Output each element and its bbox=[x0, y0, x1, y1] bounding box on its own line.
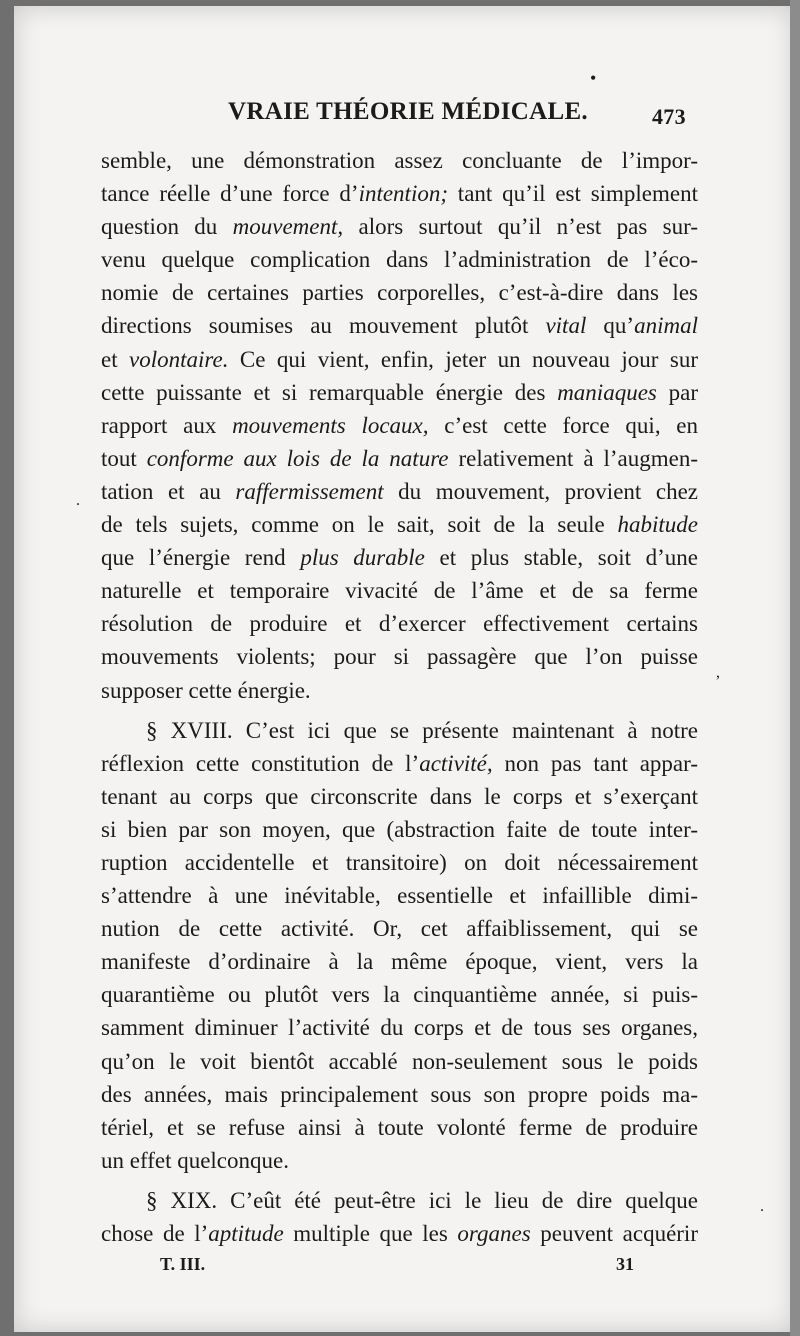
italic-run: habitude bbox=[617, 512, 698, 538]
paragraph bbox=[101, 714, 698, 1177]
text-run: nomie de certaines parties corporelles, c’est-à-dire dans les bbox=[101, 280, 698, 306]
text-run: et bbox=[101, 346, 130, 372]
paragraph bbox=[101, 144, 698, 707]
text-run: tance réelle d’une force d’ bbox=[101, 181, 359, 207]
text-run: alors surtout qu’il n’est pas sur- bbox=[343, 214, 698, 240]
text-line bbox=[101, 674, 698, 707]
text-line bbox=[101, 243, 698, 276]
text-run: tant qu’il est simplement bbox=[448, 181, 699, 207]
text-run: rapport aux bbox=[101, 412, 233, 438]
text-line bbox=[101, 475, 698, 508]
text-line bbox=[101, 879, 698, 912]
text-run: nution de cette activité. Or, cet affaiblissement, qui se bbox=[101, 916, 698, 942]
italic-run: mouvements locaux, bbox=[232, 412, 429, 438]
text-run: § XVIII. C’est ici que se présente maintenant à notre bbox=[146, 717, 698, 743]
text-line bbox=[101, 945, 698, 978]
text-line bbox=[101, 747, 698, 780]
text-run: qu’on le voit bientôt accablé non-seulement sous le poids bbox=[101, 1048, 698, 1074]
text-line bbox=[101, 1217, 698, 1250]
italic-run: intention; bbox=[358, 181, 448, 207]
text-run: si bien par son moyen, que (abstraction faite de toute inter- bbox=[101, 816, 698, 842]
text-run: tenant au corps que circonscrite dans le corps et s’exerçant bbox=[101, 783, 698, 809]
italic-run: conforme aux lois de la nature bbox=[146, 445, 449, 471]
text-run: ruption accidentelle et transitoire) on doit nécessairement bbox=[101, 849, 698, 875]
text-run: tout bbox=[101, 445, 147, 471]
text-run: multiple que les bbox=[283, 1221, 458, 1246]
text-run: par bbox=[656, 379, 698, 405]
text-line bbox=[101, 376, 698, 409]
text-line bbox=[101, 508, 698, 541]
text-run: peuvent acquérir bbox=[530, 1221, 698, 1246]
text-run: directions soumises au mouvement plutôt bbox=[101, 313, 546, 339]
page-number: 473 bbox=[652, 104, 686, 129]
text-line bbox=[101, 343, 698, 376]
text-line bbox=[101, 1111, 698, 1144]
text-line bbox=[101, 1011, 698, 1044]
italic-run: mouvement, bbox=[232, 214, 344, 240]
text-line bbox=[101, 276, 698, 309]
text-run: du mouvement, provient chez bbox=[383, 478, 698, 504]
text-line bbox=[101, 309, 698, 342]
text-run: résolution de produire et d’exercer effectivement certains bbox=[101, 611, 698, 637]
italic-run: activité, bbox=[419, 750, 493, 776]
text-line bbox=[101, 541, 698, 574]
text-run: tériel, et se refuse ainsi à toute volonté ferme de produire bbox=[101, 1114, 698, 1140]
text-run: qu’ bbox=[586, 313, 635, 339]
paragraph bbox=[101, 1184, 698, 1250]
text-line bbox=[101, 714, 698, 747]
text-line bbox=[101, 210, 698, 243]
italic-run: organes bbox=[457, 1221, 531, 1246]
text-line bbox=[101, 978, 698, 1011]
text-line bbox=[101, 177, 698, 210]
text-run: de tels sujets, comme on le sait, soit de la seule bbox=[101, 512, 618, 538]
text-run: supposer cette énergie. bbox=[101, 677, 311, 703]
text-run: c’est cette force qui, en bbox=[428, 412, 698, 438]
text-run: que l’énergie rend bbox=[101, 545, 301, 571]
text-line bbox=[101, 442, 698, 475]
text-line bbox=[101, 144, 698, 177]
italic-run: animal bbox=[634, 313, 698, 339]
text-run: mouvements violents; pour si passagère que l’on puisse bbox=[101, 644, 698, 670]
text-run: s’attendre à une inévitable, essentielle et infaillible dimi- bbox=[101, 883, 698, 909]
text-line bbox=[101, 1078, 698, 1111]
text-run: quarantième ou plutôt vers la cinquantième année, si puis- bbox=[101, 982, 698, 1008]
italic-run: aptitude bbox=[208, 1221, 284, 1246]
italic-run: plus durable bbox=[300, 545, 425, 571]
ink-speck: . bbox=[76, 492, 80, 509]
text-run: § XIX. C’eût été peut-être ici le lieu de dire quelque bbox=[146, 1187, 698, 1213]
text-line bbox=[101, 780, 698, 813]
text-line bbox=[101, 640, 698, 673]
text-line bbox=[101, 1144, 698, 1177]
volume-label: T. III. bbox=[160, 1254, 206, 1274]
italic-run: vital bbox=[545, 313, 587, 339]
running-title: VRAIE THÉORIE MÉDICALE. bbox=[228, 98, 588, 125]
signature-mark: 31 bbox=[616, 1254, 634, 1274]
text-run: réflexion cette constitution de l’ bbox=[101, 750, 420, 776]
text-run: relativement à l’augmen- bbox=[448, 445, 698, 471]
text-run: des années, mais principalement sous son propre poids ma- bbox=[101, 1081, 698, 1107]
italic-run: raffermissement bbox=[235, 478, 384, 504]
text-run: question du bbox=[101, 214, 233, 240]
italic-run: maniaques bbox=[557, 379, 657, 405]
text-line bbox=[101, 912, 698, 945]
text-line bbox=[101, 1184, 698, 1217]
page-edge-shadow bbox=[790, 0, 800, 1336]
text-line bbox=[101, 607, 698, 640]
text-run: tation et au bbox=[101, 478, 236, 504]
text-run: samment diminuer l’activité du corps et de tous ses organes, bbox=[101, 1015, 698, 1041]
text-run: manifeste d’ordinaire à la même époque, vient, vers la bbox=[101, 949, 698, 975]
text-run: naturelle et temporaire vivacité de l’âme et de sa ferme bbox=[101, 578, 698, 604]
italic-run: volontaire. bbox=[129, 346, 229, 372]
text-run: chose de l’ bbox=[101, 1221, 209, 1246]
body-text bbox=[101, 144, 698, 1250]
ink-speck: , bbox=[716, 664, 720, 681]
text-line bbox=[101, 409, 698, 442]
ink-spot-mark: • bbox=[590, 68, 597, 88]
ink-speck: . bbox=[760, 1198, 764, 1215]
text-run: et plus stable, soit d’une bbox=[424, 545, 699, 571]
text-run: semble, une démonstration assez concluante de l’impor- bbox=[101, 148, 698, 173]
text-run: un effet quelconque. bbox=[101, 1147, 289, 1173]
text-line bbox=[101, 1045, 698, 1078]
text-line bbox=[101, 813, 698, 846]
text-line bbox=[101, 846, 698, 879]
text-run: Ce qui vient, enfin, jeter un nouveau jour sur bbox=[228, 346, 698, 372]
text-run: cette puissante et si remarquable énergie des bbox=[101, 379, 558, 405]
text-run: non pas tant appar- bbox=[492, 750, 698, 776]
text-run: venu quelque complication dans l’administration de l’éco- bbox=[101, 247, 698, 273]
text-line bbox=[101, 574, 698, 607]
